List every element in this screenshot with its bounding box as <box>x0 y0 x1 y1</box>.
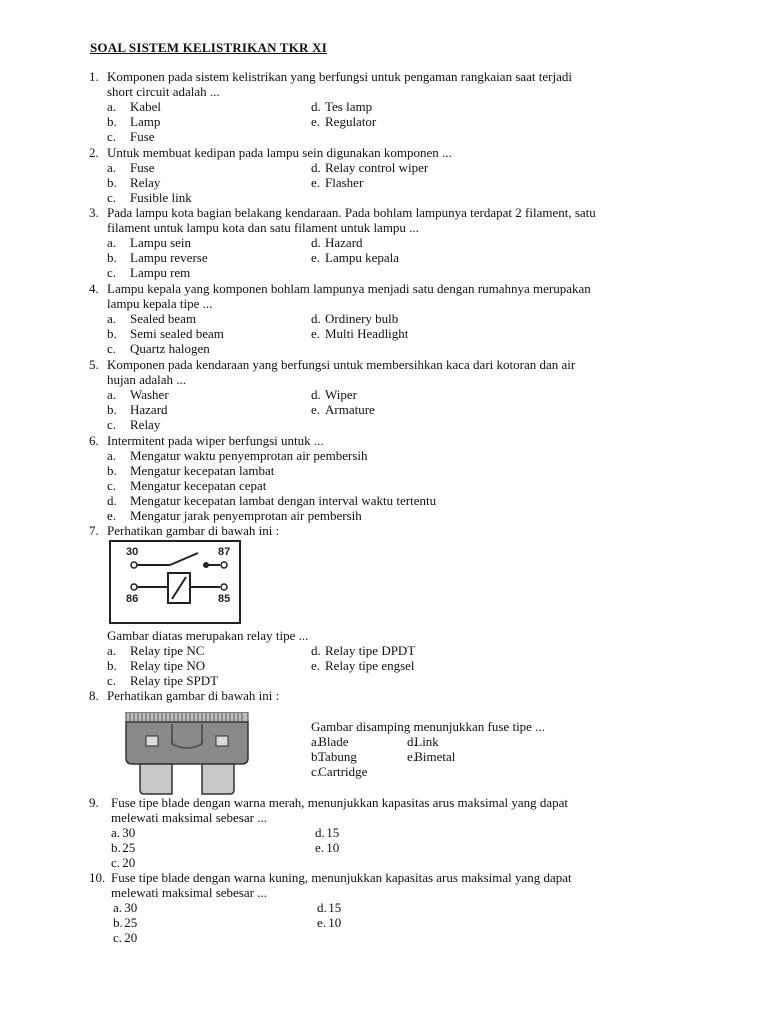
question-stem <box>89 357 677 387</box>
option-a: a. Washer <box>107 387 169 402</box>
stem-line: Lampu kepala yang komponen bohlam lampunya menjadi satu dengan rumahnya merupakan <box>107 281 591 296</box>
option-c: c. Lampu rem <box>107 265 191 280</box>
terminal-30 <box>131 562 137 568</box>
option-b: b. Mengatur kecepatan lambat <box>107 463 275 478</box>
question-7-body <box>89 628 677 688</box>
option-e: e. 10 <box>317 915 342 930</box>
stem-line: Intermitent pada wiper berfungsi untuk ... <box>107 433 324 448</box>
option-e: e. Lampu kepala <box>311 250 399 265</box>
terminal-85-label: 85 <box>218 593 231 605</box>
stem-line: Fuse tipe blade dengan warna merah, menunjukkan kapasitas arus maksimal yang dapat <box>111 795 569 810</box>
question-number: 7. <box>89 523 99 538</box>
option-a: a. Fuse <box>107 160 155 175</box>
terminal-85 <box>221 584 227 590</box>
question-number: 2. <box>89 145 99 160</box>
option-b: b. Relay tipe NO <box>107 658 206 673</box>
option-list <box>107 99 677 144</box>
option-b: b. Lampu reverse <box>107 250 208 265</box>
stem-line: Perhatikan gambar di bawah ini : <box>107 688 280 703</box>
switch-contact <box>170 553 198 565</box>
option-d: d. Relay control wiper <box>311 160 429 175</box>
stem-line: short circuit adalah ... <box>107 84 220 99</box>
option-e: e. Bimetal <box>407 749 456 764</box>
option-a: a. Sealed beam <box>107 311 197 326</box>
option-e: e. Regulator <box>311 114 377 129</box>
option-a: a. 30 <box>111 825 136 840</box>
question-stem <box>89 433 677 448</box>
question-stem <box>89 281 677 311</box>
relay-diagram <box>108 539 242 625</box>
question-number: 8. <box>89 688 99 703</box>
option-list <box>107 643 677 688</box>
option-a: a. Mengatur waktu penyemprotan air pembersih <box>107 448 368 463</box>
option-d: d. Relay tipe DPDT <box>311 643 416 658</box>
test-point-right <box>216 736 228 746</box>
question-5 <box>89 357 677 432</box>
stem-line: melewati maksimal sebesar ... <box>111 885 267 900</box>
figure-caption: Gambar disamping menunjukkan fuse tipe ... <box>311 719 545 734</box>
option-list <box>107 311 677 356</box>
question-9 <box>89 795 677 870</box>
option-a: a. Relay tipe NC <box>107 643 205 658</box>
option-d: d. Hazard <box>311 235 363 250</box>
option-b: b. Tabung <box>311 749 357 764</box>
option-e: e. Relay tipe engsel <box>311 658 415 673</box>
option-b: b. Lamp <box>107 114 161 129</box>
question-4 <box>89 281 677 356</box>
option-a: a. Lampu sein <box>107 235 192 250</box>
option-e: e. Multi Headlight <box>311 326 409 341</box>
option-b: b. Semi sealed beam <box>107 326 224 341</box>
question-8 <box>89 688 677 703</box>
option-d: d. Wiper <box>311 387 357 402</box>
option-b: b. 25 <box>113 915 138 930</box>
terminal-86-label: 86 <box>126 593 139 605</box>
question-number: 3. <box>89 205 99 220</box>
stem-line: Komponen pada sistem kelistrikan yang berfungsi untuk pengaman rangkaian saat terjadi <box>107 69 572 84</box>
terminal-87 <box>221 562 227 568</box>
option-d: d. 15 <box>315 825 340 840</box>
option-list <box>311 734 611 779</box>
terminal-87-label: 87 <box>218 546 231 558</box>
option-a: a. Kabel <box>107 99 162 114</box>
question-1 <box>89 69 677 144</box>
stem-line: melewati maksimal sebesar ... <box>111 810 267 825</box>
stem-line: Pada lampu kota bagian belakang kendaraan. Pada bohlam lampunya terdapat 2 filament, satu <box>107 205 596 220</box>
question-number: 1. <box>89 69 99 84</box>
option-c: c. Fusible link <box>107 190 192 205</box>
stem-line: Perhatikan gambar di bawah ini : <box>107 523 280 538</box>
option-b: b. Relay <box>107 175 161 190</box>
option-e: e. Armature <box>311 402 375 417</box>
figure-caption: Gambar diatas merupakan relay tipe ... <box>107 628 309 643</box>
option-c: c. 20 <box>111 855 136 870</box>
option-list <box>107 448 677 523</box>
terminal-30-label: 30 <box>126 546 139 558</box>
option-list <box>113 900 677 945</box>
option-c: c. 20 <box>113 930 138 945</box>
option-c: c. Quartz halogen <box>107 341 210 356</box>
page-title: SOAL SISTEM KELISTRIKAN TKR XI <box>90 40 327 55</box>
stem-line: Fuse tipe blade dengan warna kuning, menunjukkan kapasitas arus maksimal yang dapat <box>111 870 572 885</box>
terminal-86 <box>131 584 137 590</box>
question-number: 9. <box>89 795 99 810</box>
question-10 <box>89 870 677 945</box>
option-c: c. Mengatur kecepatan cepat <box>107 478 267 493</box>
option-b: b. 25 <box>111 840 136 855</box>
stem-line: filament untuk lampu kota dan satu filament untuk lampu ... <box>107 220 419 235</box>
option-c: c. Relay tipe SPDT <box>107 673 219 688</box>
question-stem <box>89 688 677 703</box>
option-list <box>107 160 677 205</box>
option-list <box>107 235 677 280</box>
stem-line: hujan adalah ... <box>107 372 187 387</box>
question-number: 5. <box>89 357 99 372</box>
option-a: a. Blade <box>311 734 349 749</box>
option-d: d. Tes lamp <box>311 99 373 114</box>
question-7 <box>89 523 677 538</box>
stem-line: Komponen pada kendaraan yang berfungsi untuk membersihkan kaca dari kotoran dan air <box>107 357 576 372</box>
question-number: 4. <box>89 281 99 296</box>
option-b: b. Hazard <box>107 402 168 417</box>
test-point-left <box>146 736 158 746</box>
blade-fuse-image <box>122 712 252 796</box>
option-e: e. 10 <box>315 840 340 855</box>
stem-line: lampu kepala tipe ... <box>107 296 213 311</box>
question-stem <box>89 145 677 160</box>
fuse-body <box>126 722 248 764</box>
option-e: e. Flasher <box>311 175 364 190</box>
option-d: d. Link <box>407 734 439 749</box>
question-stem <box>89 523 677 538</box>
option-e: e. Mengatur jarak penyemprotan air pembersih <box>107 508 362 523</box>
option-list <box>107 387 677 432</box>
question-stem <box>89 205 677 235</box>
option-d: d. Mengatur kecepatan lambat dengan interval waktu tertentu <box>107 493 437 508</box>
blade-left <box>140 764 172 794</box>
question-3 <box>89 205 677 280</box>
option-list <box>111 825 677 870</box>
option-d: d. Ordinery bulb <box>311 311 399 326</box>
blade-right <box>202 764 234 794</box>
question-number: 6. <box>89 433 99 448</box>
question-6 <box>89 433 677 523</box>
option-d: d. 15 <box>317 900 342 915</box>
question-stem <box>89 795 677 825</box>
coil-mark <box>172 577 186 599</box>
option-c: c. Fuse <box>107 129 155 144</box>
question-2 <box>89 145 677 205</box>
question-stem <box>89 870 677 900</box>
fuse-caption-block <box>311 719 611 779</box>
question-stem <box>89 69 677 99</box>
question-number: 10. <box>89 870 106 885</box>
option-a: a. 30 <box>113 900 138 915</box>
option-c: c. Cartridge <box>311 764 368 779</box>
option-c: c. Relay <box>107 417 161 432</box>
stem-line: Untuk membuat kedipan pada lampu sein digunakan komponen ... <box>107 145 452 160</box>
